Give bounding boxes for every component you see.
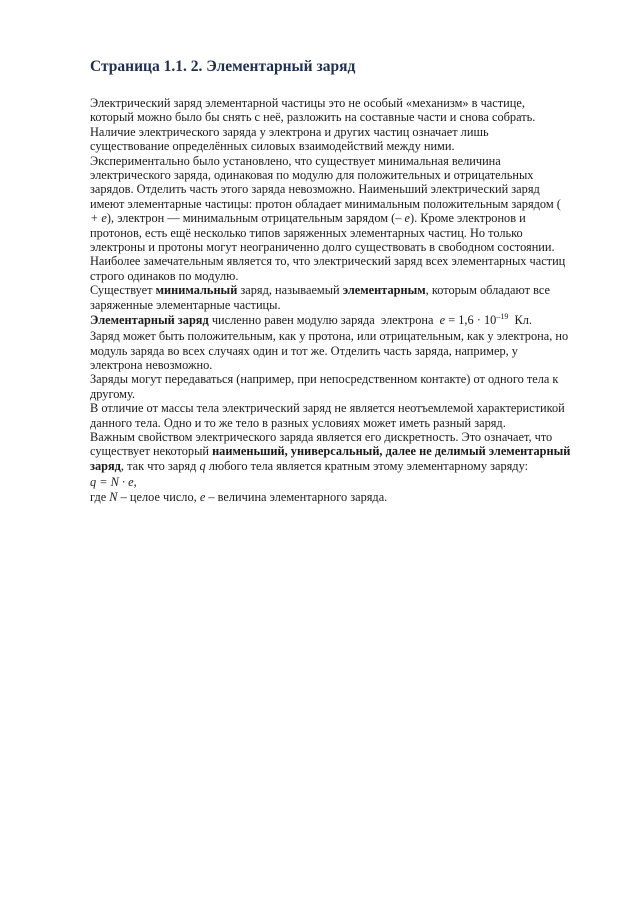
text-line: Наличие электрического заряда у электрона и других частиц означает лишь: [90, 124, 489, 139]
text-span: существует некоторый: [90, 444, 213, 459]
text-line: [90, 459, 594, 473]
text-line: Заряд может быть положительным, как у протона, или отрицательным, как у электрона, но: [90, 329, 569, 344]
text-line: Заряды могут передаваться (например, при непосредственном контакте) от одного тела к: [90, 372, 559, 387]
formula-line: [90, 474, 594, 490]
text-span: Существует: [90, 283, 156, 298]
bold-term: наименьший, универсальный, далее не делимый элементарный: [212, 444, 571, 459]
text-line: электрона невозможно.: [90, 357, 213, 372]
formula-expression: q = N · e: [90, 475, 134, 490]
positive-charge-symbol: + e: [90, 211, 107, 226]
paragraph-intro: [90, 96, 594, 283]
negative-charge-symbol: – e: [395, 211, 411, 226]
formula-variable: e: [199, 490, 206, 505]
text-span: заряд, называемый: [237, 283, 343, 298]
text-line: протонов, есть ещё несколько типов заряженных элементарных частиц. Но только: [90, 225, 523, 240]
text-line: существование определённых силовых взаимодействий между ними.: [90, 139, 455, 154]
formula-exponent: –19: [496, 312, 509, 322]
text-span: ,: [133, 475, 137, 490]
paragraph-properties: [90, 329, 594, 444]
text-span: , которым обладают все: [425, 283, 550, 298]
text-line: Важным свойством электрического заряда является его дискретность. Это означает, что: [90, 429, 553, 444]
bold-term: заряд: [90, 458, 121, 473]
unit-label: Кл.: [508, 313, 532, 328]
text-span: – целое число,: [117, 490, 200, 505]
text-span: где: [90, 490, 110, 505]
text-line: который можно было бы снять с неё, разложить на составные части и снова собрать.: [90, 110, 536, 125]
text-line: Наиболее замечательным является то, что электрический заряд всех элементарных частиц: [90, 254, 566, 269]
text-line: [90, 283, 594, 297]
text-line: [90, 490, 594, 504]
text-line: В отличие от массы тела электрический заряд не является неотъемлемой характеристикой: [90, 401, 565, 416]
text-line: модуль заряда во всех случаях один и тот же. Отделить часть заряда, например, у: [90, 343, 518, 358]
text-line: другому.: [90, 386, 135, 401]
document-body: [90, 96, 594, 505]
formula-value: = 1,6 · 10: [445, 313, 497, 328]
text-line: строго одинаков по модулю.: [90, 268, 239, 283]
formula-variable: N: [109, 490, 118, 505]
text-span: численно равен модулю заряда электрона: [208, 313, 440, 328]
text-line: данного тела. Одно и то же тело в разных условиях может иметь разный заряд.: [90, 415, 506, 430]
text-line: электрического заряда, одинаковая по модулю для положительных и отрицательных: [90, 168, 534, 183]
paragraph-minimal-charge: [90, 283, 594, 312]
text-line: Электрический заряд элементарной частицы это не особый «механизм» в частице,: [90, 96, 525, 110]
text-span: – величина элементарного заряда.: [205, 490, 388, 505]
text-line: [90, 444, 594, 458]
text-span: любого тела является кратным этому элементарному заряду:: [205, 458, 529, 473]
bold-term: Элементарный заряд: [90, 313, 209, 328]
formula-variable: e: [439, 313, 446, 328]
text-line: Экспериментально было установлено, что существует минимальная величина: [90, 153, 501, 168]
page-title: Страница 1.1. 2. Элементарный заряд: [90, 58, 356, 75]
text-span: ), электрон — минимальным отрицательным зарядом (: [106, 211, 396, 226]
text-span: , так что заряд: [120, 458, 200, 473]
text-line: [90, 312, 594, 329]
text-span: ). Кроме электронов и: [410, 211, 526, 226]
text-line: электроны и протоны могут неограниченно долго существовать в свободном состоянии.: [90, 240, 555, 255]
text-line: [90, 211, 594, 225]
paragraph-discreteness: [90, 444, 594, 504]
text-line: имеют элементарные частицы: протон обладает минимальным положительным зарядом (: [90, 196, 561, 211]
text-line: заряженные элементарные частицы.: [90, 297, 281, 312]
formula-variable: q: [199, 458, 206, 473]
bold-term: минимальный: [155, 283, 238, 298]
text-line: зарядов. Отделить часть этого заряда невозможно. Наименьший электрический заряд: [90, 182, 540, 197]
bold-term: элементарным: [342, 283, 426, 298]
paragraph-definition: [90, 312, 594, 329]
